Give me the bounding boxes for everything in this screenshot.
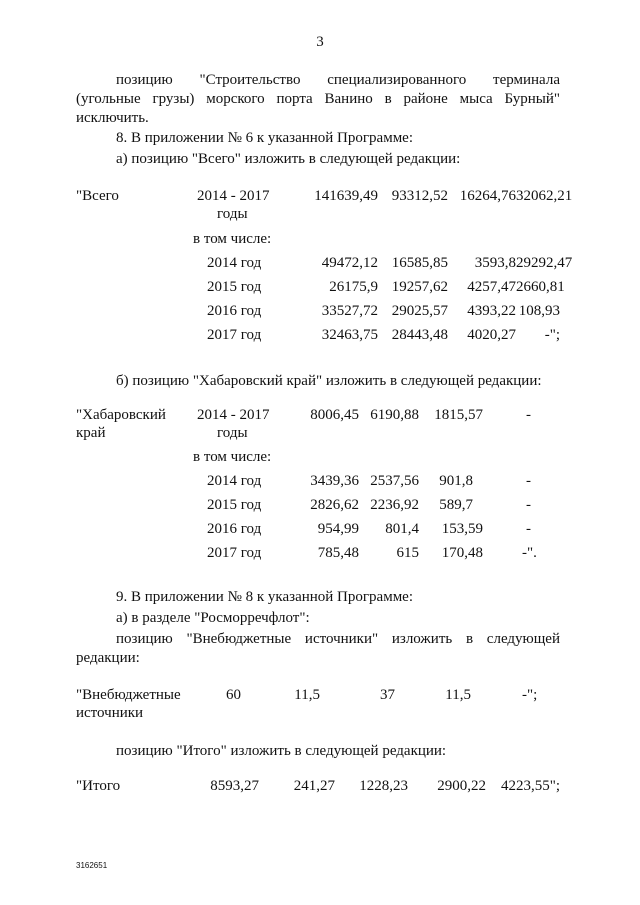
- row-value: 49472,12: [321, 255, 378, 271]
- total-row-value: 1228,23: [359, 778, 408, 794]
- row-value: 153,59: [441, 521, 483, 537]
- item9-heading: 9. В приложении № 8 к указанной Программе:: [116, 589, 414, 605]
- khab-period: 2014 - 2017: [197, 407, 270, 423]
- row-value: 2826,62: [310, 497, 359, 513]
- row-value: 785,48: [317, 545, 359, 561]
- extra-value: 37: [380, 687, 395, 703]
- year-label: 2015 год: [207, 279, 262, 295]
- item9-total-heading: позицию "Итого" изложить в следующей редакции:: [116, 743, 447, 759]
- row-value: 32463,75: [321, 327, 378, 343]
- row-value: 3593,8: [474, 255, 516, 271]
- row-value: 2660,81: [516, 279, 565, 295]
- item9-position-line-2: редакции:: [76, 650, 140, 666]
- year-label: 2017 год: [207, 545, 262, 561]
- row-value: -: [526, 497, 531, 513]
- row-value: -: [526, 521, 531, 537]
- total-value: 93312,52: [391, 188, 448, 204]
- total-row-value: 8593,27: [210, 778, 259, 794]
- row-value: 954,99: [317, 521, 359, 537]
- total-value: 32062,21: [516, 188, 573, 204]
- row-value: 2537,56: [370, 473, 419, 489]
- item9-position-paragraph: [76, 630, 560, 668]
- row-value: 4393,22: [467, 303, 516, 319]
- row-value: 29025,57: [391, 303, 448, 319]
- row-value: 901,8: [439, 473, 473, 489]
- row-value: 4257,47: [467, 279, 516, 295]
- total-period-unit: годы: [217, 206, 248, 222]
- row-value: -: [526, 473, 531, 489]
- row-value: 16585,85: [391, 255, 448, 271]
- intro-line-1: позицию "Строительство специализированного терминала: [116, 72, 560, 88]
- row-value: 801,4: [385, 521, 419, 537]
- item8-heading: 8. В приложении № 6 к указанной Программе:: [116, 130, 414, 146]
- row-value: 589,7: [439, 497, 473, 513]
- row-value: 33527,72: [321, 303, 378, 319]
- khab-incl: в том числе:: [193, 449, 272, 465]
- row-value: 615: [396, 545, 419, 561]
- total-row-value: 4223,55";: [500, 778, 560, 794]
- total-value: 16264,76: [459, 188, 516, 204]
- khab-value: 8006,45: [310, 407, 359, 423]
- row-value: 2236,92: [370, 497, 419, 513]
- item8-sub-a: а) позицию "Всего" изложить в следующей редакции:: [116, 151, 461, 167]
- row-value: 3439,36: [310, 473, 359, 489]
- khab-label-2: край: [76, 425, 106, 441]
- year-label: 2014 год: [207, 255, 262, 271]
- row-value: -".: [522, 545, 537, 561]
- year-label: 2015 год: [207, 497, 262, 513]
- extra-label-1: "Внебюджетные: [76, 687, 181, 703]
- item9-position-line-1: позицию "Внебюджетные источники" изложить в следующей: [116, 631, 560, 647]
- total-row-value: 2900,22: [437, 778, 486, 794]
- total-value: 141639,49: [314, 188, 378, 204]
- intro-paragraph: [76, 71, 560, 128]
- row-value: 19257,62: [391, 279, 448, 295]
- footer-document-id: 3162651: [76, 861, 108, 870]
- intro-line-3: исключить.: [76, 110, 149, 126]
- item9-sub-a: а) в разделе "Росморречфлот":: [116, 610, 310, 626]
- khab-value: -: [526, 407, 531, 423]
- year-label: 2016 год: [207, 521, 262, 537]
- row-value: 28443,48: [391, 327, 448, 343]
- year-label: 2017 год: [207, 327, 262, 343]
- page-number: 3: [316, 34, 324, 50]
- extra-label-2: источники: [76, 705, 144, 721]
- item8-sub-b: б) позицию "Хабаровский край" изложить в следующей редакции:: [116, 373, 542, 389]
- total-label: "Всего: [76, 188, 119, 204]
- intro-line-2: (угольные грузы) морского порта Ванино в районе мыса Бурный": [76, 91, 560, 107]
- year-label: 2014 год: [207, 473, 262, 489]
- total-row-value: 241,27: [293, 778, 335, 794]
- khab-period-unit: годы: [217, 425, 248, 441]
- extra-value: 60: [226, 687, 241, 703]
- extra-value: 11,5: [294, 687, 320, 703]
- khab-label-1: "Хабаровский: [76, 407, 166, 423]
- row-value: 170,48: [441, 545, 483, 561]
- row-value: 108,93: [518, 303, 560, 319]
- khab-value: 1815,57: [434, 407, 483, 423]
- extra-value: -";: [522, 687, 538, 703]
- total-row-label: "Итого: [76, 778, 121, 794]
- row-value: 26175,9: [329, 279, 378, 295]
- total-period: 2014 - 2017: [197, 188, 270, 204]
- row-value: 4020,27: [467, 327, 516, 343]
- total-incl: в том числе:: [193, 231, 272, 247]
- extra-value: 11,5: [445, 687, 471, 703]
- khab-value: 6190,88: [370, 407, 419, 423]
- year-label: 2016 год: [207, 303, 262, 319]
- row-value: -";: [544, 327, 560, 343]
- row-value: 29292,47: [516, 255, 573, 271]
